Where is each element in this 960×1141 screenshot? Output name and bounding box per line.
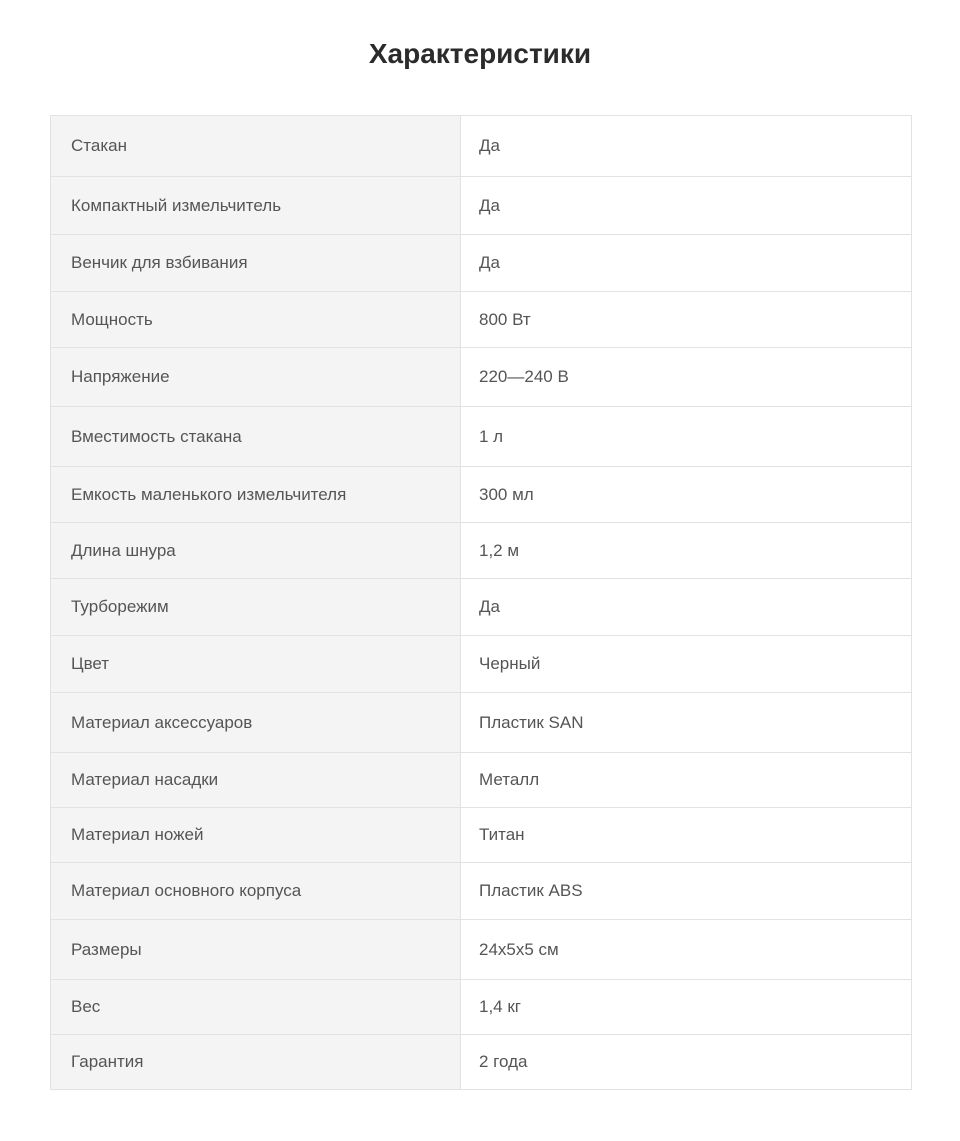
spec-label: Гарантия: [51, 1035, 461, 1090]
spec-value: Пластик ABS: [461, 863, 912, 920]
table-row: [51, 579, 912, 636]
spec-label: Мощность: [51, 292, 461, 348]
spec-label: Венчик для взбивания: [51, 235, 461, 292]
spec-label: Вес: [51, 980, 461, 1035]
spec-value: 1,4 кг: [461, 980, 912, 1035]
spec-label: Материал аксессуаров: [51, 693, 461, 753]
spec-value: Черный: [461, 636, 912, 693]
table-row: [51, 467, 912, 523]
spec-label: Турборежим: [51, 579, 461, 636]
table-row: [51, 177, 912, 235]
spec-value: 220—240 В: [461, 348, 912, 407]
table-row: [51, 693, 912, 753]
spec-value: 1,2 м: [461, 523, 912, 579]
spec-value: Да: [461, 177, 912, 235]
table-row: [51, 920, 912, 980]
table-row: [51, 407, 912, 467]
table-row: [51, 523, 912, 579]
spec-value: 24x5x5 см: [461, 920, 912, 980]
specs-table: [50, 115, 912, 1090]
spec-label: Стакан: [51, 116, 461, 177]
spec-label: Длина шнура: [51, 523, 461, 579]
table-row: [51, 636, 912, 693]
table-row: [51, 116, 912, 177]
spec-label: Материал ножей: [51, 808, 461, 863]
spec-label: Емкость маленького измельчителя: [51, 467, 461, 523]
table-row: [51, 348, 912, 407]
spec-value: 2 года: [461, 1035, 912, 1090]
spec-label: Материал насадки: [51, 753, 461, 808]
spec-value: Пластик SAN: [461, 693, 912, 753]
spec-value: 1 л: [461, 407, 912, 467]
spec-value: 300 мл: [461, 467, 912, 523]
table-row: [51, 292, 912, 348]
spec-value: 800 Вт: [461, 292, 912, 348]
spec-value: Титан: [461, 808, 912, 863]
spec-label: Компактный измельчитель: [51, 177, 461, 235]
spec-value: Металл: [461, 753, 912, 808]
page-title: Характеристики: [368, 38, 592, 69]
table-row: [51, 235, 912, 292]
table-row: [51, 753, 912, 808]
table-row: [51, 863, 912, 920]
spec-label: Размеры: [51, 920, 461, 980]
spec-label: Материал основного корпуса: [51, 863, 461, 920]
spec-label: Вместимость стакана: [51, 407, 461, 467]
spec-value: Да: [461, 579, 912, 636]
table-row: [51, 808, 912, 863]
table-row: [51, 980, 912, 1035]
spec-value: Да: [461, 235, 912, 292]
spec-label: Напряжение: [51, 348, 461, 407]
table-row: [51, 1035, 912, 1090]
spec-label: Цвет: [51, 636, 461, 693]
spec-value: Да: [461, 116, 912, 177]
